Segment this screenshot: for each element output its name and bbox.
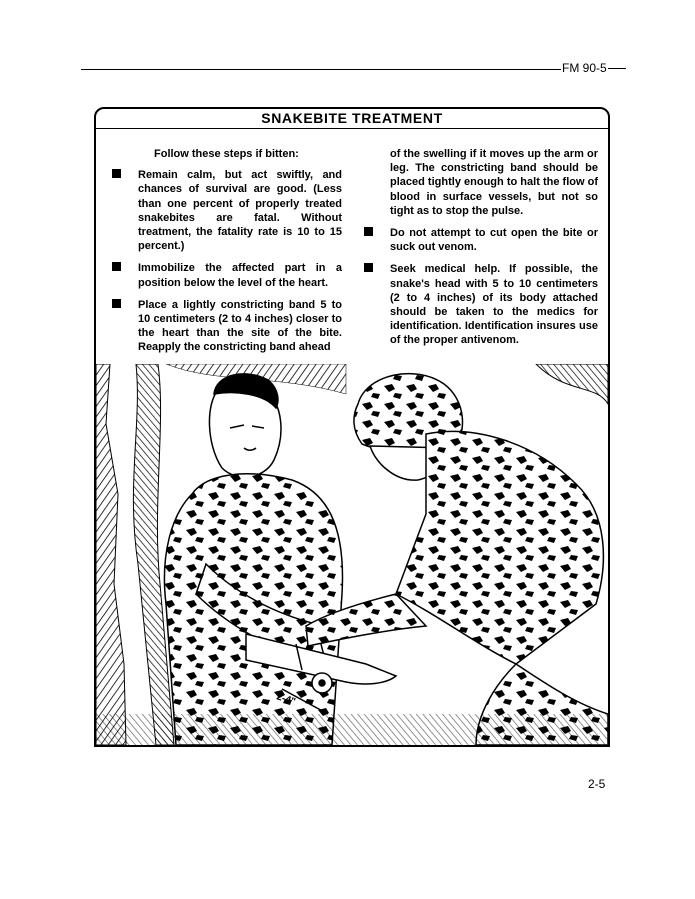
page-number: 2-5 — [588, 777, 606, 791]
step-text: Immobilize the affected part in a position below the level of the heart. — [138, 262, 342, 289]
step-item — [364, 226, 598, 254]
step-item — [112, 298, 342, 355]
ground-hatching — [96, 714, 608, 745]
header-tail-rule — [608, 68, 626, 69]
header-rule — [81, 69, 561, 70]
snakebite-panel — [94, 107, 610, 747]
panel-title-bar — [96, 109, 608, 131]
foliage-left — [96, 364, 126, 745]
header-doc-id — [562, 61, 626, 75]
step-item — [364, 262, 598, 347]
square-bullet-icon — [112, 299, 121, 308]
doc-id-text: FM 90-5 — [562, 61, 607, 75]
step-item — [112, 168, 342, 253]
square-bullet-icon — [364, 227, 373, 236]
foliage-right — [536, 364, 608, 404]
square-bullet-icon — [112, 169, 121, 178]
square-bullet-icon — [112, 262, 121, 271]
step-text: Do not attempt to cut open the bite or suck out venom. — [390, 227, 598, 254]
soldiers-first-aid-illustration — [96, 364, 608, 745]
measurement-label: 2-4" — [275, 691, 297, 708]
left-column — [112, 147, 342, 363]
step-text: Remain calm, but act swiftly, and chances of survival are good. (Less than one percent of properly treated snakebites are fatal. Without treatment, the fatality rate is 10 to 15 percent.) — [138, 169, 342, 253]
medic-soldier — [306, 374, 608, 745]
panel-title: SNAKEBITE TREATMENT — [253, 110, 450, 126]
step-item — [112, 261, 342, 289]
intro-text: Follow these steps if bitten: — [154, 148, 299, 160]
square-bullet-icon — [364, 263, 373, 272]
right-column — [364, 147, 598, 356]
step-text: Place a lightly constricting band 5 to 10 centimeters (2 to 4 inches) closer to the heart than the site of the bite. Reapply the constricting band ahead — [138, 298, 342, 354]
step-text: Seek medical help. If possible, the snake's head with 5 to 10 centimeters (2 to 4 inches) of its body attached should be taken to the medics for identification. Identification insures use of the proper antivenom. — [390, 263, 598, 347]
step-continuation: of the swelling if it moves up the arm or leg. The constricting band should be placed tightly enough to halt the flow of blood in surface vessels, but not so tight as to stop the pulse. — [390, 148, 598, 217]
